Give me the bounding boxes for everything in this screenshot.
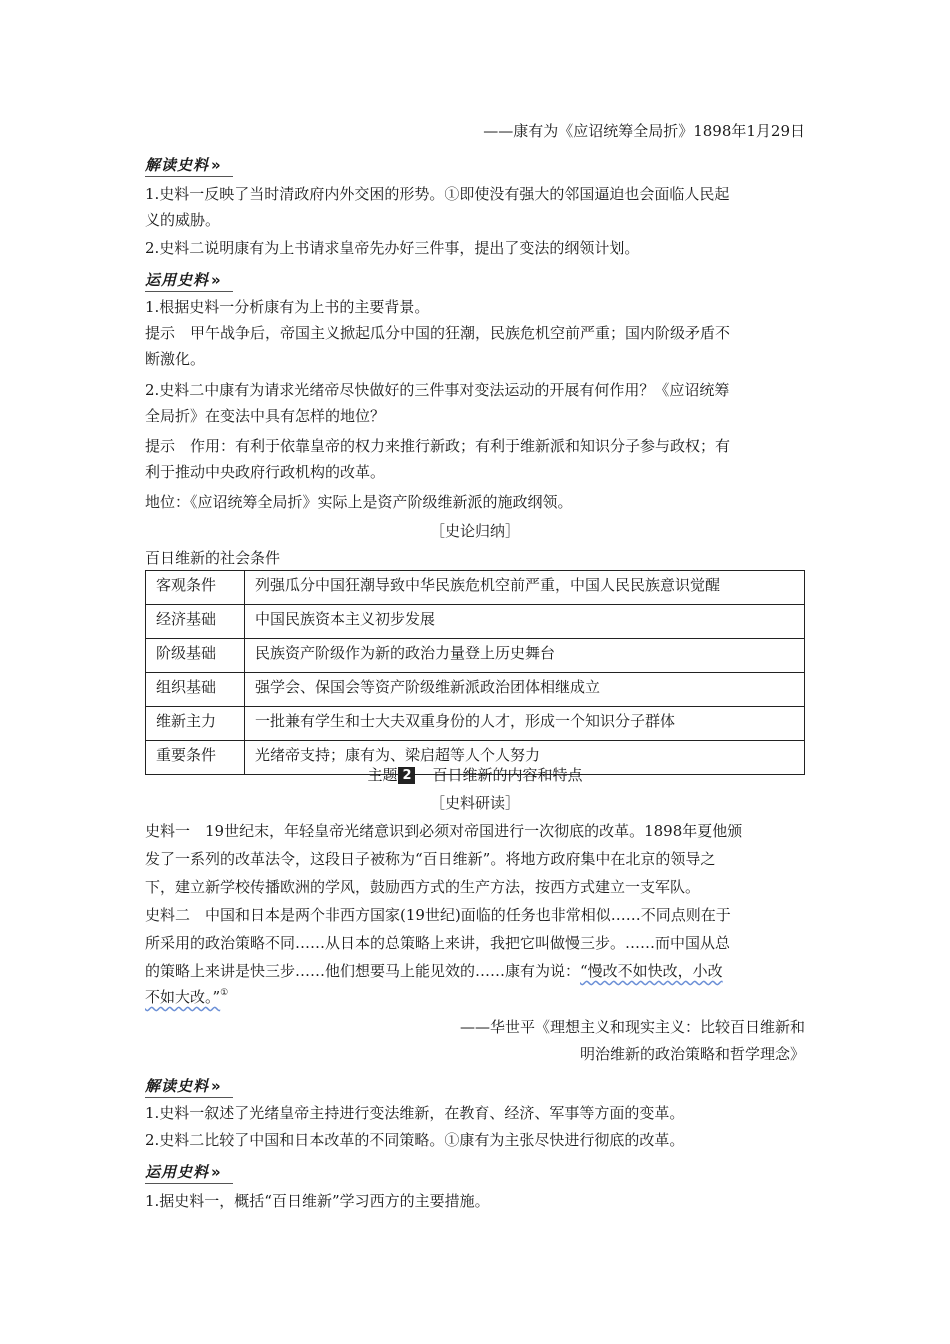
- interpret-tag-2: 解读史料 »: [145, 1077, 222, 1095]
- summary-heading: ［史论归纳］: [429, 522, 520, 540]
- tag-underline: [145, 1183, 233, 1184]
- paragraph-line: 下，建立新学校传播欧洲的学风，鼓励西方式的生产方法，按西方式建立一支军队。: [145, 878, 701, 896]
- topic-heading: [145, 765, 805, 785]
- paragraph-line: 利于推动中央政府行政机构的改革。: [145, 463, 386, 481]
- paragraph-line: 提示 甲午战争后，帝国主义掀起瓜分中国的狂潮，民族危机空前严重；国内阶级矛盾不: [145, 324, 731, 342]
- paragraph-line: 史料二 中国和日本是两个非西方国家(19世纪)面临的任务也非常相似……不同点则在于: [145, 906, 731, 924]
- apply-tag-1: 运用史料 »: [145, 271, 222, 289]
- double-chevron-icon: »: [211, 1163, 222, 1181]
- tag-underline: [145, 176, 233, 177]
- table-cell-key: 维新主力: [146, 707, 245, 741]
- paragraph-line: 1.根据史料一分析康有为上书的主要背景。: [145, 298, 430, 316]
- topic-title: 百日维新的内容和特点: [432, 766, 583, 784]
- paragraph-line: 义的威胁。: [145, 211, 221, 229]
- quote-source: ——华世平《理想主义和现实主义：比较百日维新和: [459, 1018, 805, 1036]
- paragraph-line: [145, 987, 228, 1007]
- table-cell-value: 民族资产阶级作为新的政治力量登上历史舞台: [245, 639, 805, 673]
- table-cell-key: 组织基础: [146, 673, 245, 707]
- conditions-table: [145, 570, 805, 775]
- table-cell-value: 强学会、保国会等资产阶级维新派政治团体相继成立: [245, 673, 805, 707]
- paragraph-line: 的策略上来讲是快三步……他们想要马上能见效的……康有为说：“慢改不如快改，小改: [145, 962, 723, 980]
- table-row: [146, 673, 805, 707]
- apply-tag-2: 运用史料 »: [145, 1163, 222, 1181]
- table-cell-value: 光绪帝支持；康有为、梁启超等人个人努力: [245, 741, 805, 775]
- double-chevron-icon: »: [211, 156, 222, 174]
- study-heading: ［史料研读］: [429, 794, 520, 812]
- table-row: [146, 571, 805, 605]
- paragraph-line: 2.史料二比较了中国和日本改革的不同策略。①康有为主张尽快进行彻底的改革。: [145, 1131, 685, 1149]
- paragraph-line: 所采用的政治策略不同……从日本的总策略上来讲，我把它叫做慢三步。……而中国从总: [145, 934, 731, 952]
- topic-prefix: 主题: [367, 766, 398, 784]
- table-row: [146, 707, 805, 741]
- highlighted-quote: 不如大改。”: [145, 988, 221, 1006]
- double-chevron-icon: »: [211, 271, 222, 289]
- quote-source: ——康有为《应诏统筹全局折》1898年1月29日: [483, 122, 805, 140]
- paragraph-line: 地位：《应诏统筹全局折》实际上是资产阶级维新派的施政纲领。: [145, 493, 573, 511]
- table-cell-value: 列强瓜分中国狂潮导致中华民族危机空前严重，中国人民民族意识觉醒: [245, 571, 805, 605]
- table-cell-key: 客观条件: [146, 571, 245, 605]
- paragraph-line: 2.史料二中康有为请求光绪帝尽快做好的三件事对变法运动的开展有何作用？《应诏统筹: [145, 381, 730, 399]
- table-cell-value: 中国民族资本主义初步发展: [245, 605, 805, 639]
- double-chevron-icon: »: [211, 1077, 222, 1095]
- table-cell-key: 重要条件: [146, 741, 245, 775]
- table-cell-key: 经济基础: [146, 605, 245, 639]
- paragraph-line: 1.史料一反映了当时清政府内外交困的形势。①即使没有强大的邻国逼迫也会面临人民起: [145, 185, 730, 203]
- paragraph-line: 1.据史料一，概括“百日维新”学习西方的主要措施。: [145, 1192, 490, 1210]
- highlighted-quote: “慢改不如快改，小改: [580, 962, 723, 980]
- table-row: [146, 639, 805, 673]
- paragraph-line: 2.史料二说明康有为上书请求皇帝先办好三件事，提出了变法的纲领计划。: [145, 239, 640, 257]
- paragraph-line: 全局折》在变法中具有怎样的地位？: [145, 407, 386, 425]
- paragraph-line: 发了一系列的改革法令，这段日子被称为“百日维新”。将地方政府集中在北京的领导之: [145, 850, 716, 868]
- footnote-marker: ①: [220, 988, 229, 998]
- table-cell-key: 阶级基础: [146, 639, 245, 673]
- quote-source: 明治维新的政治策略和哲学理念》: [579, 1045, 805, 1063]
- tag-underline: [145, 1097, 233, 1098]
- paragraph-line: 提示 作用：有利于依靠皇帝的权力来推行新政；有利于维新派和知识分子参与政权；有: [145, 437, 731, 455]
- paragraph-line: 断激化。: [145, 350, 206, 368]
- table-cell-value: 一批兼有学生和士大夫双重身份的人才，形成一个知识分子群体: [245, 707, 805, 741]
- topic-number-badge: 2: [398, 767, 415, 784]
- paragraph-line: 1.史料一叙述了光绪皇帝主持进行变法维新，在教育、经济、军事等方面的变革。: [145, 1104, 685, 1122]
- table-title: 百日维新的社会条件: [145, 549, 281, 567]
- paragraph-line: 史料一 19世纪末，年轻皇帝光绪意识到必须对帝国进行一次彻底的改革。1898年夏他颁: [145, 822, 743, 840]
- table-row: [146, 605, 805, 639]
- interpret-tag-1: 解读史料 »: [145, 156, 222, 174]
- tag-underline: [145, 291, 233, 292]
